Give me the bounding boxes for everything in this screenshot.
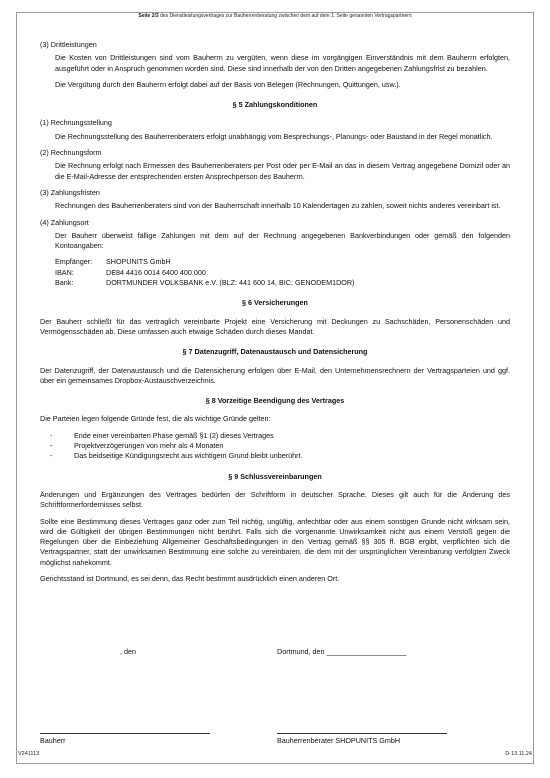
- bank-row: [55, 278, 510, 288]
- rechnungsform-label: (2) Rechnungsform: [40, 148, 102, 158]
- page-number: Seite 2/3: [138, 13, 159, 19]
- section-title-zahlung: § 5 Zahlungskonditionen: [232, 100, 318, 110]
- drittleistungen-label: (3) Drittleistungen: [40, 40, 97, 49]
- signature-label-bauherr: Bauherr: [40, 736, 66, 745]
- bullet-text: Projektverzögerungen von mehr als 4 Monaten: [74, 441, 224, 451]
- verguetung-text: Die Vergütung durch den Bauherrn erfolgt dabei auf der Basis von Belegen (Rechnungen, Quittungen, usw.).: [55, 79, 401, 89]
- beendigung-intro: Die Parteien legen folgende Gründe fest, die als wichtige Gründe gelten:: [40, 414, 271, 424]
- footer-date-code: D-13.11.24: [505, 751, 532, 757]
- contract-body: [40, 40, 510, 584]
- zahlungsfristen-text: Rechnungen des Bauherrenberaters sind von der Bauherrschaft innerhalb 10 Kalendertagen zu zahlen, soweit nichts anderes vereinbart ist.: [55, 201, 501, 211]
- section-title-schluss: § 9 Schlussvereinbarungen: [228, 471, 322, 481]
- daten-text: Der Datenzugriff, der Datenaustausch und die Datensicherung erfolgen über E-Mail, den Unternehmensrechnern der Vertragsparteien und ggf. über ein gemeinsames Dropbox-Austauschverzeichnis.: [40, 365, 510, 385]
- bank-value: DE84 4416 0014 6400 400 000: [106, 267, 206, 277]
- gerichtsstand-text: Gerichtsstand ist Dortmund, es sei denn, das Recht bestimmt ausdrücklich einen anderen Ort.: [40, 573, 340, 583]
- signature-label-berater: Bauherrenberater SHOPUNITS GmbH: [277, 736, 401, 745]
- bank-row: [55, 268, 510, 278]
- bank-value: DORTMUNDER VOLKSBANK e.V. (BLZ: 441 600 14, BIC: GENODEM1DOR): [106, 278, 355, 288]
- section-title-beendigung: § 8 Vorzeitige Beendigung des Vertrages: [205, 396, 345, 406]
- footer-version: V241113: [18, 751, 40, 757]
- zahlungsort-label: (4) Zahlungsort: [40, 217, 89, 227]
- rechnungsstellung-label: (1) Rechnungsstellung: [40, 118, 112, 128]
- page-header: [16, 12, 534, 21]
- list-item: - Ende einer vereinbarten Phase gemäß §1 (2) dieses Vertrages: [50, 430, 274, 440]
- list-item: - Das beidseitige Kündigungsrecht aus wichtigem Grund bleibt unberührt.: [50, 451, 303, 461]
- rechnungsform-text: Die Rechnung erfolgt nach Ermessen des Bauherrenberaters per Post oder per E-Mail an das in diesem Vertrag angegebene Domizil oder an die E-Mail-Adresse der entsprechenden ersten Ansprechperson des Bauherrn.: [55, 161, 510, 181]
- bullet-text: Das beidseitige Kündigungsrecht aus wichtigem Grund bleibt unberührt.: [74, 451, 303, 461]
- signature-line-berater: [277, 733, 447, 734]
- bank-key: Empfänger:: [55, 257, 93, 267]
- schriftform-text: Änderungen und Ergänzungen des Vertrages bedürfen der Schriftform in deutscher Sprache. Dieses gilt auch für die Änderung des Schriftformerfordernisses selbst.: [40, 489, 510, 510]
- rechnungsstellung-text: Die Rechnungsstellung des Bauherrenberaters erfolgt unabhängig vom Besprechungs-, Planungs- oder Baustand in der Regel monatlich.: [55, 131, 493, 141]
- bank-row: [55, 257, 510, 267]
- signature-line-bauherr: [40, 733, 210, 734]
- right-place-date: Dortmund, den ____________________: [277, 647, 407, 656]
- bullet-text: Ende einer vereinbarten Phase gemäß §1 (2) dieses Vertrages: [74, 430, 274, 440]
- left-place-date: , den: [120, 647, 136, 656]
- drittleistungen-text: Die Kosten von Drittleistungen sind vom Bauherrn zu vergüten, wenn diese im vorgängigen Einverständnis mit dem Bauherrn erfolgten, ausgeführt oder in Anspruch genommen worden sind. Diese sind innerhalb der von den Dritten angegebenen Zahlungsfrist zu bezahlen.: [55, 53, 510, 73]
- list-item: - Projektverzögerungen von mehr als 4 Monaten: [50, 441, 224, 451]
- zahlungsfristen-label: (3) Zahlungsfristen: [40, 187, 100, 197]
- section-title-daten: § 7 Datenzugriff, Datenaustausch und Datensicherung: [182, 347, 368, 357]
- salvatorische-klausel-text: Sollte eine Bestimmung dieses Vertrages ganz oder zum Teil nichtig, ungültig, anfechtbar oder aus einem sonstigen Grunde nicht wirksam sein, wird die Gültigkeit der übrigen Bestimmungen nicht berührt. Falls sich die vorgenannte Unwirksamkeit nicht aus einem Verstoß gegen die Regelungen über die Einbeziehung Allgemeiner Geschäftsbedingungen in den Vertrag gemäß §§ 305 ff. BGB ergibt, verpflichten sich die Vertragspartner, statt der unwirksamen Bestimmung eine solche zu vereinbaren, die dem mit der ursprünglichen Vereinbarung verfolgten Zweck möglichst nahekommt.: [40, 516, 510, 567]
- bank-details: [55, 257, 510, 288]
- section-title-versicherungen: § 6 Versicherungen: [242, 298, 308, 308]
- zahlungsort-text: Der Bauherr überweist fällige Zahlungen mit dem auf der Rechnung angegebenen Bankverbindungen oder gemäß den folgenden Kontoangaben:: [55, 230, 510, 251]
- bank-key: IBAN:: [55, 267, 74, 277]
- bank-value: SHOPUNITS GmbH: [106, 257, 171, 267]
- bank-key: Bank:: [55, 278, 74, 288]
- versicherungen-text: Der Bauherr schließt für das vertraglich vereinbarte Projekt eine Versicherung mit Deckungen zu Sachschäden, Personenschäden und Vermögensschäden ab. Diese umfassen auch etwaige Schäden durch dieses Mandat.: [40, 316, 510, 336]
- header-text: des Dienstleistungsvertrages zur Bauherrenberatung zwischen dem auf dem 1. Seite genannten Vertragspartnern: [158, 13, 412, 19]
